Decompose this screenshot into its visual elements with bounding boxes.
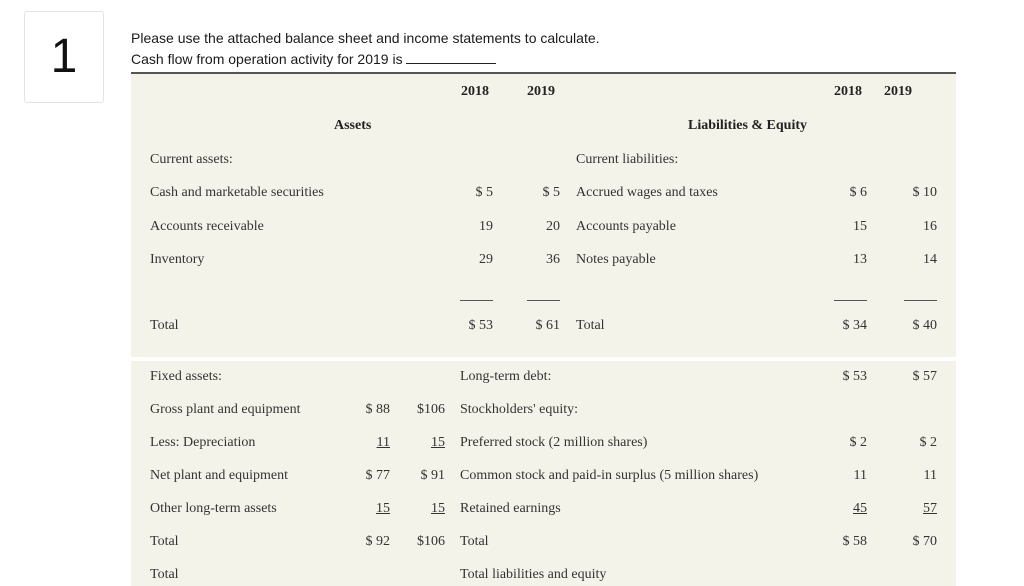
fa-row-label: Gross plant and equipment (150, 402, 301, 417)
ca-total-2018: $ 53 (468, 318, 493, 333)
eq-row-2019: $ 2 (919, 435, 937, 450)
question-line-2-text: Cash flow from operation activity for 2019 is (131, 51, 403, 67)
subtotal-rule (834, 300, 867, 301)
eq-row-label: Retained earnings (460, 501, 561, 516)
ca-total-2019: $ 61 (535, 318, 560, 333)
fa-row-2018: 15 (376, 501, 390, 516)
subtotal-rule (460, 300, 493, 301)
eq-row-label: Total (460, 534, 489, 549)
fa-row-2019: $106 (417, 534, 445, 549)
cl-row-2019: 16 (923, 219, 937, 234)
eq-row-2018: $ 2 (849, 435, 867, 450)
header-year-2018-right: 2018 (834, 84, 862, 99)
fa-row-label: Total (150, 534, 179, 549)
cl-total-2019: $ 40 (912, 318, 937, 333)
ca-row-2019: 20 (546, 219, 560, 234)
cl-total-label: Total (576, 318, 605, 333)
current-assets-label: Current assets: (150, 152, 233, 167)
fa-row-2018: 11 (376, 435, 390, 450)
cl-row-2019: 14 (923, 252, 937, 267)
fa-row-label: Total (150, 567, 179, 582)
fa-row-2018: $ 88 (365, 402, 390, 417)
fa-row-2019: 15 (431, 501, 445, 516)
cl-row-2018: $ 6 (849, 185, 867, 200)
eq-row-label: Total liabilities and equity (460, 567, 607, 582)
ca-row-label: Accounts receivable (150, 219, 264, 234)
ltd-2018: $ 53 (842, 369, 867, 384)
question-number-box (24, 11, 104, 103)
fa-row-2018: $ 77 (365, 468, 390, 483)
eq-row-label: Common stock and paid-in surplus (5 million shares) (460, 468, 759, 483)
header-year-2019-right: 2019 (884, 84, 912, 99)
eq-row-2018: $ 58 (842, 534, 867, 549)
eq-row-2019: $ 70 (912, 534, 937, 549)
fa-row-2019: $ 91 (420, 468, 445, 483)
eq-row-2019: 11 (923, 468, 937, 483)
ca-row-2018: $ 5 (475, 185, 493, 200)
fa-row-label: Net plant and equipment (150, 468, 289, 483)
liabilities-heading: Liabilities & Equity (688, 118, 808, 133)
ca-row-label: Cash and marketable securities (150, 185, 324, 200)
ltd-2019: $ 57 (912, 369, 937, 384)
header-year-2018-left: 2018 (461, 84, 489, 99)
cl-row-2018: 13 (853, 252, 867, 267)
fa-row-2019: 15 (431, 435, 445, 450)
cl-row-label: Accounts payable (576, 219, 676, 234)
ca-total-label: Total (150, 318, 179, 333)
assets-heading: Assets (334, 118, 372, 133)
current-liabilities-label: Current liabilities: (576, 152, 679, 167)
section-divider (131, 357, 956, 361)
ca-row-2019: $ 5 (542, 185, 560, 200)
answer-blank[interactable] (406, 53, 496, 64)
question-number: 1 (50, 30, 78, 83)
ca-row-2018: 29 (479, 252, 493, 267)
fa-row-2018: $ 92 (365, 534, 390, 549)
header-year-2019-left: 2019 (527, 84, 555, 99)
fixed-assets-label: Fixed assets: (150, 369, 222, 384)
ca-row-2019: 36 (546, 252, 560, 267)
cl-row-label: Notes payable (576, 252, 656, 267)
ca-row-label: Inventory (150, 252, 205, 267)
top-rule (131, 72, 956, 74)
eq-row-2018: 45 (853, 501, 867, 516)
long-term-debt-label: Long-term debt: (460, 369, 552, 384)
cl-row-2019: $ 10 (912, 185, 937, 200)
question-line-2 (131, 51, 496, 67)
question-line-1: Please use the attached balance sheet and income statements to calculate. (131, 30, 600, 46)
eq-row-2018: 11 (853, 468, 867, 483)
ca-row-2018: 19 (479, 219, 493, 234)
cl-total-2018: $ 34 (842, 318, 867, 333)
fa-row-label: Other long-term assets (150, 501, 277, 516)
cl-row-2018: 15 (853, 219, 867, 234)
eq-row-label: Preferred stock (2 million shares) (460, 435, 648, 450)
balance-sheet (131, 72, 956, 586)
fa-row-2019: $106 (417, 402, 445, 417)
cl-row-label: Accrued wages and taxes (576, 185, 718, 200)
equity-label: Stockholders' equity: (460, 402, 579, 417)
subtotal-rule (904, 300, 937, 301)
subtotal-rule (527, 300, 560, 301)
fa-row-label: Less: Depreciation (150, 435, 256, 450)
eq-row-2019: 57 (923, 501, 937, 516)
